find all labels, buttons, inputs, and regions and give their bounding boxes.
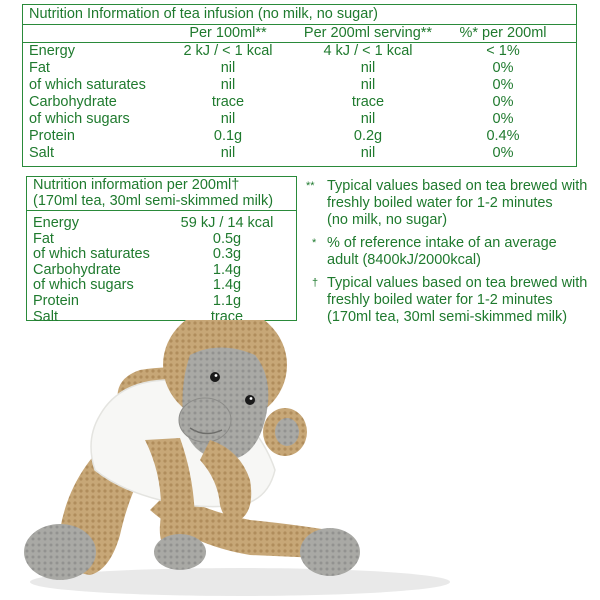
nutrient-label: of which sugars	[33, 277, 134, 294]
footnote-text-line: % of reference intake of an average	[327, 235, 557, 251]
nutrient-row	[27, 215, 296, 231]
value-percent-ri: 0%	[492, 77, 514, 93]
tea-with-milk-table-title	[27, 177, 296, 211]
value-percent-ri: < 1%	[486, 43, 520, 59]
nutrient-value: 0.5g	[212, 230, 242, 247]
nutrient-value: 1.4g	[212, 261, 242, 278]
nutrient-label: Salt	[33, 308, 58, 325]
footnote-text-line: freshly boiled water for 1-2 minutes	[327, 195, 553, 211]
nutrient-row	[23, 111, 576, 128]
footnotes	[306, 178, 588, 332]
value-per-100ml: nil	[220, 145, 236, 161]
nutrient-row	[27, 293, 296, 309]
tea-infusion-column-headers	[23, 25, 576, 43]
tea-with-milk-title-line2: (170ml tea, 30ml semi-skimmed milk)	[33, 192, 274, 209]
value-per-200ml: trace	[351, 94, 385, 110]
value-per-100ml: nil	[220, 77, 236, 93]
nutrient-row	[27, 231, 296, 247]
column-header-per-100ml: Per 100ml**	[189, 25, 267, 41]
nutrient-row	[23, 60, 576, 77]
footnote-text-line: Typical values based on tea brewed with	[327, 275, 588, 291]
column-header-per-200ml: Per 200ml serving**	[303, 25, 433, 41]
value-per-200ml: nil	[360, 145, 376, 161]
nutrient-value: 0.3g	[212, 246, 242, 263]
nutrient-row	[23, 43, 576, 60]
footnote-text-line: freshly boiled water for 1-2 minutes	[327, 292, 553, 308]
footnote	[306, 178, 588, 229]
value-per-100ml: nil	[220, 111, 236, 127]
value-percent-ri: 0.4%	[486, 128, 520, 144]
nutrient-row	[23, 145, 576, 162]
value-per-100ml: 2 kJ / < 1 kcal	[183, 43, 273, 59]
value-per-200ml: nil	[360, 77, 376, 93]
nutrient-value: trace	[210, 308, 244, 325]
nutrient-row	[23, 94, 576, 111]
nutrient-label: Protein	[29, 128, 75, 144]
nutrient-value: 1.1g	[212, 293, 242, 309]
nutrient-label: of which sugars	[29, 111, 130, 127]
nutrient-label: Energy	[33, 215, 79, 231]
value-per-200ml: nil	[360, 111, 376, 127]
footnote-text-line: Typical values based on tea brewed with	[327, 178, 588, 194]
nutrient-value: 1.4g	[212, 277, 242, 294]
nutrient-label: of which saturates	[33, 246, 150, 263]
nutrient-row	[23, 77, 576, 94]
value-per-200ml: 4 kJ / < 1 kcal	[323, 43, 413, 59]
tea-with-milk-title-line1: Nutrition information per 200ml†	[33, 177, 240, 193]
knitted-monkey-mascot-icon	[0, 320, 600, 600]
nutrient-row	[27, 246, 296, 262]
nutrient-label: Fat	[33, 230, 54, 247]
footnote	[312, 235, 582, 269]
nutrient-row	[23, 128, 576, 145]
tea-with-milk-nutrition-table	[26, 176, 297, 325]
footnote-marker: **	[306, 180, 315, 192]
value-percent-ri: 0%	[492, 94, 514, 110]
nutrient-row	[27, 277, 296, 293]
footnote-text-line: (no milk, no sugar)	[327, 212, 448, 228]
nutrient-label: Energy	[29, 43, 75, 59]
value-percent-ri: 0%	[492, 60, 514, 76]
footnote-text-line: (170ml tea, 30ml semi-skimmed milk)	[327, 309, 568, 325]
nutrient-label: Protein	[33, 293, 79, 309]
nutrient-value: 59 kJ / 14 kcal	[180, 215, 274, 231]
footnote	[312, 275, 588, 326]
footnote-marker: *	[312, 237, 317, 249]
value-percent-ri: 0%	[492, 145, 514, 161]
nutrient-label: Carbohydrate	[29, 94, 117, 110]
tea-infusion-table-title: Nutrition Information of tea infusion (no milk, no sugar)	[23, 5, 576, 25]
value-per-200ml: nil	[360, 60, 376, 76]
value-per-100ml: trace	[211, 94, 245, 110]
nutrient-row	[27, 262, 296, 278]
footnote-marker: †	[312, 277, 319, 289]
nutrient-label: Fat	[29, 60, 50, 76]
value-per-200ml: 0.2g	[353, 128, 383, 144]
column-header-percent-ri: %* per 200ml	[459, 25, 547, 41]
value-per-100ml: nil	[220, 60, 236, 76]
nutrient-label: of which saturates	[29, 77, 146, 93]
tea-infusion-nutrition-table	[22, 4, 577, 167]
nutrient-label: Carbohydrate	[33, 261, 121, 278]
footnote-text-line: adult (8400kJ/2000kcal)	[327, 252, 481, 268]
value-per-100ml: 0.1g	[213, 128, 243, 144]
value-percent-ri: 0%	[492, 111, 514, 127]
nutrient-label: Salt	[29, 145, 54, 161]
